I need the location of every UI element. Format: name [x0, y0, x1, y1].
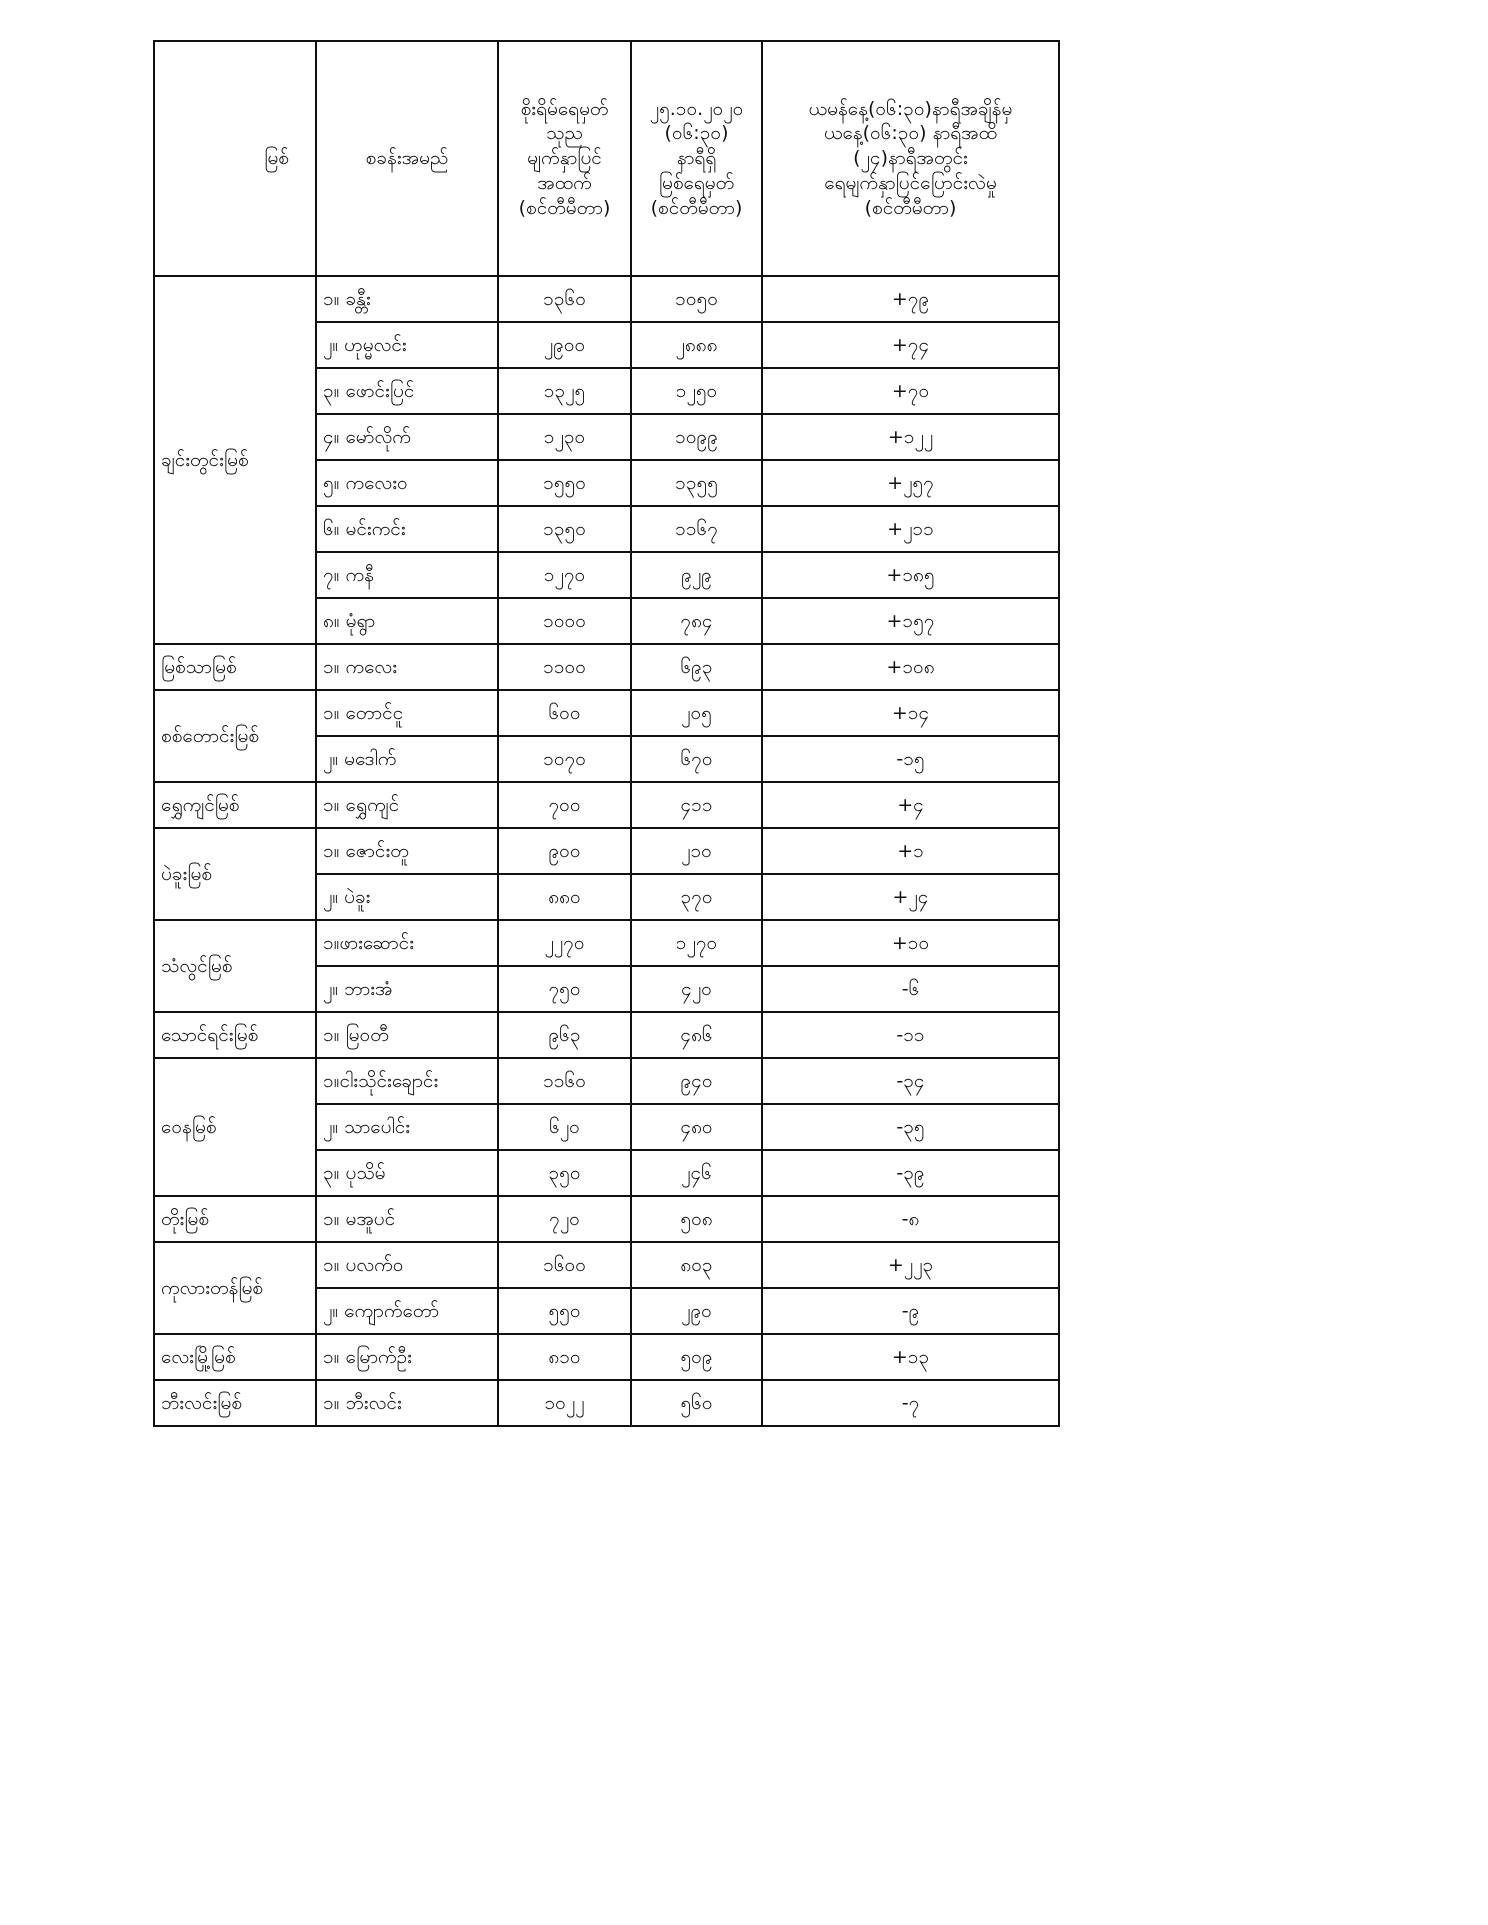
warning-level-cell: ၁၁၆၀ [498, 1058, 631, 1104]
change-24h-cell: +၂၁၁ [762, 506, 1059, 552]
river-name-cell: ချင်းတွင်းမြစ် [154, 276, 316, 644]
table-body [154, 276, 1059, 1426]
station-name-cell: ၃။ ပုသိမ် [316, 1150, 498, 1196]
table-row [154, 920, 1059, 966]
header-station-name: စခန်းအမည် [316, 41, 498, 276]
water-level-cell: ၄၈၆ [631, 1012, 762, 1058]
change-24h-cell: -၁၅ [762, 736, 1059, 782]
station-name-cell: ၁။ ကလေး [316, 644, 498, 690]
change-24h-cell: -၉ [762, 1288, 1059, 1334]
river-name-cell: ဘီးလင်းမြစ် [154, 1380, 316, 1426]
change-24h-cell: -၃၅ [762, 1104, 1059, 1150]
water-level-cell: ၁၃၅၅ [631, 460, 762, 506]
warning-level-cell: ၂၉၀၀ [498, 322, 631, 368]
water-level-cell: ၁၀၅၀ [631, 276, 762, 322]
station-name-cell: ၃။ ဖောင်းပြင် [316, 368, 498, 414]
warning-level-cell: ၉၀၀ [498, 828, 631, 874]
warning-level-cell: ၅၅၀ [498, 1288, 631, 1334]
change-24h-cell: +၂၂၃ [762, 1242, 1059, 1288]
warning-level-cell: ၁၃၂၅ [498, 368, 631, 414]
river-name-cell: လေးမြို့မြစ် [154, 1334, 316, 1380]
station-name-cell: ၄။ မော်လိုက် [316, 414, 498, 460]
station-name-cell: ၁။ ဘီးလင်း [316, 1380, 498, 1426]
station-name-cell: ၁။ မြဝတီ [316, 1012, 498, 1058]
station-name-cell: ၂။ ပဲခူး [316, 874, 498, 920]
warning-level-cell: ၈၁၀ [498, 1334, 631, 1380]
change-24h-cell: -၃၉ [762, 1150, 1059, 1196]
water-level-cell: ၂၉၀ [631, 1288, 762, 1334]
table-row [154, 782, 1059, 828]
water-level-cell: ၅၀၉ [631, 1334, 762, 1380]
header-warning-level: စိုးရိမ်ရေမှတ် သုည မျက်နှာပြင် အထက် (စင်တီမီတာ) [498, 41, 631, 276]
warning-level-cell: ၁၂၇၀ [498, 552, 631, 598]
warning-level-cell: ၁၆၀၀ [498, 1242, 631, 1288]
change-24h-cell: +၁ [762, 828, 1059, 874]
warning-level-cell: ၁၅၅၀ [498, 460, 631, 506]
warning-level-cell: ၇၂၀ [498, 1196, 631, 1242]
table-row [154, 1058, 1059, 1104]
warning-level-cell: ၉၆၃ [498, 1012, 631, 1058]
water-level-cell: ၂၀၅ [631, 690, 762, 736]
water-level-cell: ၆၉၃ [631, 644, 762, 690]
water-level-cell: ၆၇၀ [631, 736, 762, 782]
header-24h-change: ယမန်နေ့(၀၆:၃၀)နာရီအချိန်မှ ယနေ့(၀၆:၃၀) နာရီအထိ (၂၄)နာရီအတွင်း ရေမျက်နှာပြင်ပြောင်းလဲမှု (စင်တီမီတာ) [762, 41, 1059, 276]
change-24h-cell: +၁၃ [762, 1334, 1059, 1380]
warning-level-cell: ၈၈၀ [498, 874, 631, 920]
water-level-cell: ၃၇၀ [631, 874, 762, 920]
river-name-cell: သံလွင်မြစ် [154, 920, 316, 1012]
warning-level-cell: ၁၃၆၀ [498, 276, 631, 322]
change-24h-cell: +၇၄ [762, 322, 1059, 368]
station-name-cell: ၂။ သာပေါင်း [316, 1104, 498, 1150]
water-level-cell: ၇၈၄ [631, 598, 762, 644]
station-name-cell: ၇။ ကနီ [316, 552, 498, 598]
river-name-cell: သောင်ရင်းမြစ် [154, 1012, 316, 1058]
water-level-cell: ၉၂၉ [631, 552, 762, 598]
water-level-cell: ၈၀၃ [631, 1242, 762, 1288]
change-24h-cell: -၇ [762, 1380, 1059, 1426]
water-level-cell: ၁၂၇၀ [631, 920, 762, 966]
table-row [154, 1012, 1059, 1058]
warning-level-cell: ၁၀၇၀ [498, 736, 631, 782]
river-name-cell: ပဲခူးမြစ် [154, 828, 316, 920]
water-level-cell: ၅၀၈ [631, 1196, 762, 1242]
station-name-cell: ၂။ ကျောက်တော် [316, 1288, 498, 1334]
change-24h-cell: -၃၄ [762, 1058, 1059, 1104]
table-row [154, 1380, 1059, 1426]
river-name-cell: မြစ်သာမြစ် [154, 644, 316, 690]
table-row [154, 1334, 1059, 1380]
change-24h-cell: +၇၀ [762, 368, 1059, 414]
table-row [154, 276, 1059, 322]
warning-level-cell: ၁၀၀၀ [498, 598, 631, 644]
warning-level-cell: ၂၂၇၀ [498, 920, 631, 966]
station-name-cell: ၂။ ဟုမ္မလင်း [316, 322, 498, 368]
river-name-cell: ကုလားတန်မြစ် [154, 1242, 316, 1334]
water-level-cell: ၁၂၅၀ [631, 368, 762, 414]
header-row [154, 41, 1059, 276]
change-24h-cell: +၁၈၅ [762, 552, 1059, 598]
header-river: မြစ် [154, 41, 316, 276]
station-name-cell: ၁။ တောင်ငူ [316, 690, 498, 736]
station-name-cell: ၁။ မြောက်ဦး [316, 1334, 498, 1380]
station-name-cell: ၁။ ဇောင်းတူ [316, 828, 498, 874]
warning-level-cell: ၁၃၅၀ [498, 506, 631, 552]
water-level-cell: ၂၈၈၈ [631, 322, 762, 368]
change-24h-cell: +၇၉ [762, 276, 1059, 322]
change-24h-cell: +၁၄ [762, 690, 1059, 736]
table-row [154, 690, 1059, 736]
table-row [154, 1242, 1059, 1288]
station-name-cell: ၁။ ရွှေကျင် [316, 782, 498, 828]
change-24h-cell: -၆ [762, 966, 1059, 1012]
water-level-cell: ၅၆၀ [631, 1380, 762, 1426]
station-name-cell: ၁။ မအူပင် [316, 1196, 498, 1242]
change-24h-cell: +၁၀ [762, 920, 1059, 966]
warning-level-cell: ၇၅၀ [498, 966, 631, 1012]
river-gauge-table [153, 40, 1060, 1427]
warning-level-cell: ၁၀၂၂ [498, 1380, 631, 1426]
warning-level-cell: ၆၀၀ [498, 690, 631, 736]
water-level-cell: ၄၁၁ [631, 782, 762, 828]
change-24h-cell: +၂၄ [762, 874, 1059, 920]
station-name-cell: ၅။ ကလေးဝ [316, 460, 498, 506]
water-level-cell: ၂၁၀ [631, 828, 762, 874]
river-name-cell: တိုးမြစ် [154, 1196, 316, 1242]
water-level-cell: ၄၈၀ [631, 1104, 762, 1150]
water-level-cell: ၄၂၀ [631, 966, 762, 1012]
change-24h-cell: +၁၂၂ [762, 414, 1059, 460]
change-24h-cell: +၁၀၈ [762, 644, 1059, 690]
station-name-cell: ၈။ မုံရွာ [316, 598, 498, 644]
station-name-cell: ၁။ ပလက်ဝ [316, 1242, 498, 1288]
water-level-cell: ၁၀၉၉ [631, 414, 762, 460]
river-name-cell: စစ်တောင်းမြစ် [154, 690, 316, 782]
river-name-cell: ဝေနမြစ် [154, 1058, 316, 1196]
water-level-cell: ၉၄၀ [631, 1058, 762, 1104]
station-name-cell: ၆။ မင်းကင်း [316, 506, 498, 552]
header-water-level: ၂၅.၁၀.၂၀၂၀ (၀၆:၃၀) နာရီရှိ မြစ်ရေမှတ် (စင်တီမီတာ) [631, 41, 762, 276]
change-24h-cell: -၁၁ [762, 1012, 1059, 1058]
warning-level-cell: ၃၅၀ [498, 1150, 631, 1196]
change-24h-cell: +၂၅၇ [762, 460, 1059, 506]
table-row [154, 644, 1059, 690]
water-level-cell: ၁၁၆၇ [631, 506, 762, 552]
change-24h-cell: +၄ [762, 782, 1059, 828]
water-level-cell: ၂၄၆ [631, 1150, 762, 1196]
warning-level-cell: ၁၂၃၀ [498, 414, 631, 460]
station-name-cell: ၁။ငါးသိုင်းချောင်း [316, 1058, 498, 1104]
table-header [154, 41, 1059, 276]
warning-level-cell: ၆၂၀ [498, 1104, 631, 1150]
station-name-cell: ၁။ ခန္တီး [316, 276, 498, 322]
table-row [154, 828, 1059, 874]
table-row [154, 1196, 1059, 1242]
station-name-cell: ၂။ မဒေါက် [316, 736, 498, 782]
station-name-cell: ၁။ဖားဆောင်း [316, 920, 498, 966]
station-name-cell: ၂။ ဘားအံ [316, 966, 498, 1012]
warning-level-cell: ၇၀၀ [498, 782, 631, 828]
change-24h-cell: -၈ [762, 1196, 1059, 1242]
warning-level-cell: ၁၁၀၀ [498, 644, 631, 690]
river-name-cell: ရွှေကျင်မြစ် [154, 782, 316, 828]
change-24h-cell: +၁၅၇ [762, 598, 1059, 644]
